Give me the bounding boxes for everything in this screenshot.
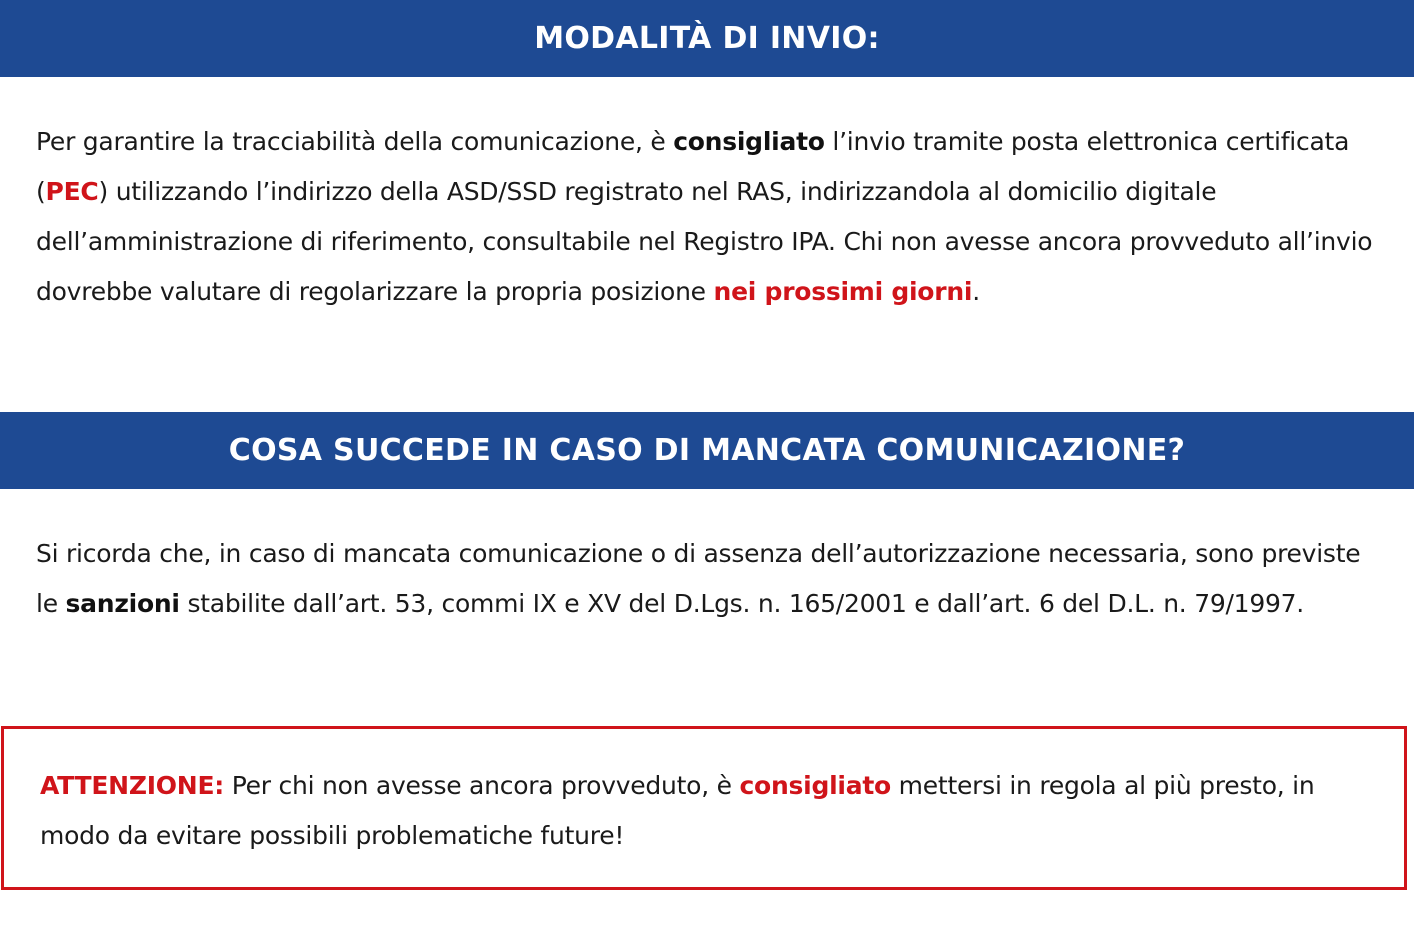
text-run: l’invio tramite posta elettronica certificata (: [36, 127, 1350, 206]
section-header-modalita-invio: [0, 0, 1414, 77]
paragraph-mancata-comunicazione: [36, 529, 1381, 629]
emphasis-sanzioni: sanzioni: [65, 589, 180, 618]
emphasis-consigliato-alert: consigliato: [739, 771, 891, 800]
section-title-modalita-invio: MODALITÀ DI INVIO:: [534, 21, 880, 56]
emphasis-nei-prossimi-giorni: nei prossimi giorni: [713, 277, 973, 306]
alert-label: ATTENZIONE:: [40, 771, 225, 800]
text-run: Si ricorda che, in caso di mancata comunicazione o di assenza dell’autorizzazione necessaria, sono previste le: [36, 539, 1361, 618]
emphasis-consigliato: consigliato: [673, 127, 825, 156]
text-run: .: [972, 277, 980, 306]
text-run: Per garantire la tracciabilità della comunicazione, è: [36, 127, 674, 156]
emphasis-pec: PEC: [45, 177, 99, 206]
text-run: Per chi non avesse ancora provveduto, è: [224, 771, 740, 800]
alert-paragraph: [40, 761, 1385, 861]
text-run: stabilite dall’art. 53, commi IX e XV del D.Lgs. n. 165/2001 e dall’art. 6 del D.L. n. 79/1997.: [179, 589, 1305, 618]
alert-box: [1, 726, 1407, 890]
section-title-mancata-comunicazione: COSA SUCCEDE IN CASO DI MANCATA COMUNICAZIONE?: [228, 433, 1186, 468]
section-header-mancata-comunicazione: [0, 412, 1414, 489]
text-run: mettersi in regola al più presto, in modo da evitare possibili problematiche future!: [40, 771, 1315, 850]
paragraph-modalita-invio: [36, 117, 1381, 317]
text-run: ) utilizzando l’indirizzo della ASD/SSD registrato nel RAS, indirizzandola al domicilio digitale dell’amministrazione di riferimento, consultabile nel Registro IPA. Chi non avesse ancora provveduto all’invio dovrebbe valutare di regolarizzare la propria posizione: [36, 177, 1373, 306]
